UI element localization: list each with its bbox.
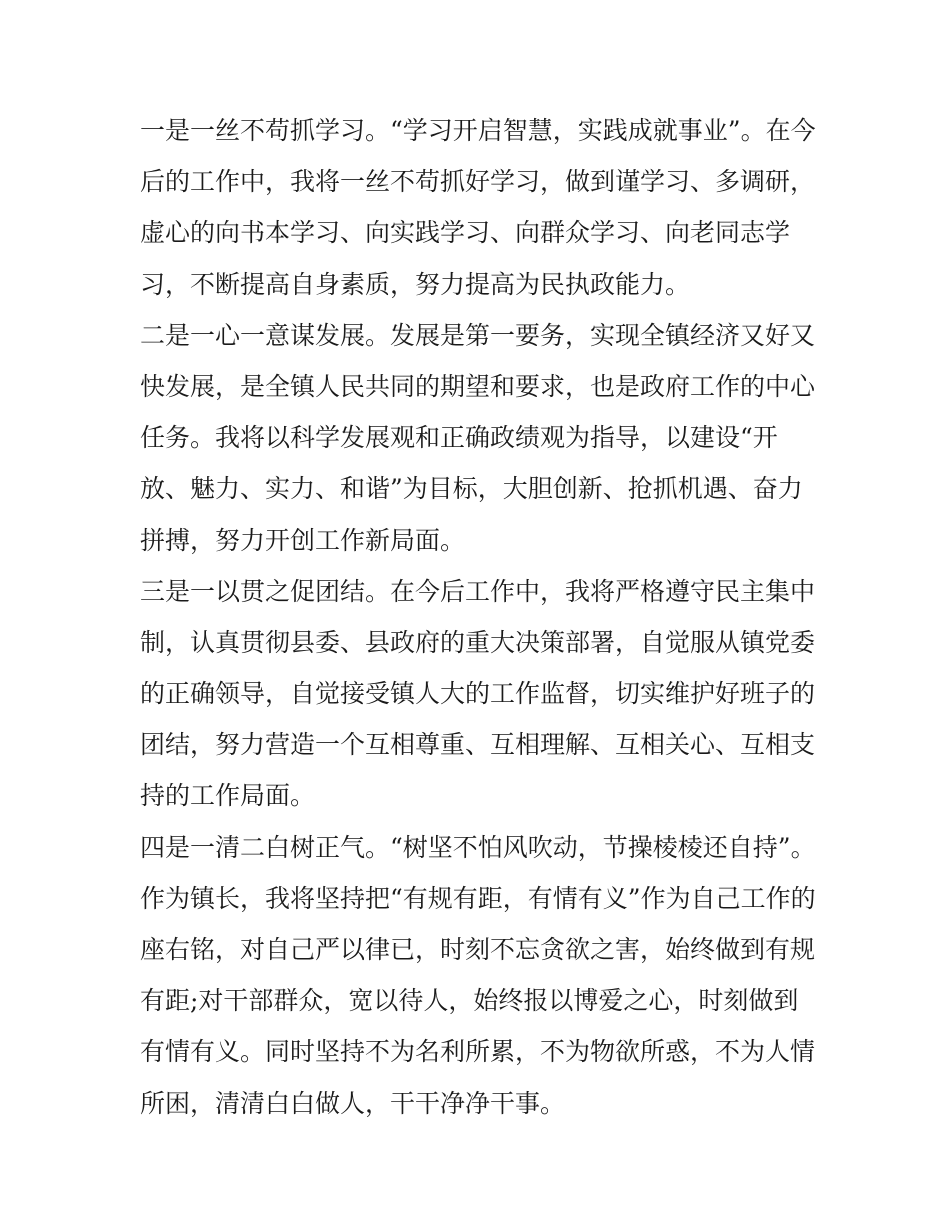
- text-line: 四是一清二白树正气。“树坚不怕风吹动，节操棱棱还自持”。: [140, 832, 816, 862]
- document-body: [140, 105, 820, 1129]
- text-line: 作为镇长，我将坚持把“有规有距，有情有义”作为自己工作的: [140, 883, 816, 913]
- text-line: 有距;对干部群众，宽以待人，始终报以博爱之心，时刻做到: [140, 986, 799, 1016]
- text-line: 后的工作中，我将一丝不苟抓好学习，做到谨学习、多调研，: [140, 167, 816, 197]
- text-line: 所困，清清白白做人，干干净净干事。: [140, 1088, 566, 1118]
- text-line: 的正确领导，自觉接受镇人大的工作监督，切实维护好班子的: [140, 679, 816, 709]
- text-line: 制，认真贯彻县委、县政府的重大决策部署，自觉服从镇党委: [140, 627, 816, 657]
- text-line: 团结，努力营造一个互相尊重、互相理解、互相关心、互相支: [140, 730, 816, 760]
- text-line: 习，不断提高自身素质，努力提高为民执政能力。: [140, 269, 691, 299]
- text-line: 座右铭，对自己严以律已，时刻不忘贪欲之害，始终做到有规: [140, 935, 816, 964]
- text-line: 任务。我将以科学发展观和正确政绩观为指导，以建设“开: [140, 423, 778, 453]
- text-line: 虚心的向书本学习、向实践学习、向群众学习、向老同志学: [140, 218, 791, 248]
- text-line: 一是一丝不苟抓学习。“学习开启智慧，实践成就事业”。在今: [140, 116, 816, 145]
- text-line: 有情有义。同时坚持不为名利所累，不为物欲所惑，不为人情: [140, 1037, 816, 1067]
- text-line: 持的工作局面。: [140, 781, 316, 811]
- text-line: 放、魅力、实力、和谐”为目标，大胆创新、抢抓机遇、奋力: [140, 474, 803, 504]
- text-line: 二是一心一意谋发展。发展是第一要务，实现全镇经济又好又: [140, 320, 816, 350]
- text-line: 快发展，是全镇人民共同的期望和要求，也是政府工作的中心: [140, 371, 816, 401]
- text-line: 三是一以贯之促团结。在今后工作中，我将严格遵守民主集中: [140, 576, 816, 606]
- text-line: 拼搏，努力开创工作新局面。: [140, 525, 466, 555]
